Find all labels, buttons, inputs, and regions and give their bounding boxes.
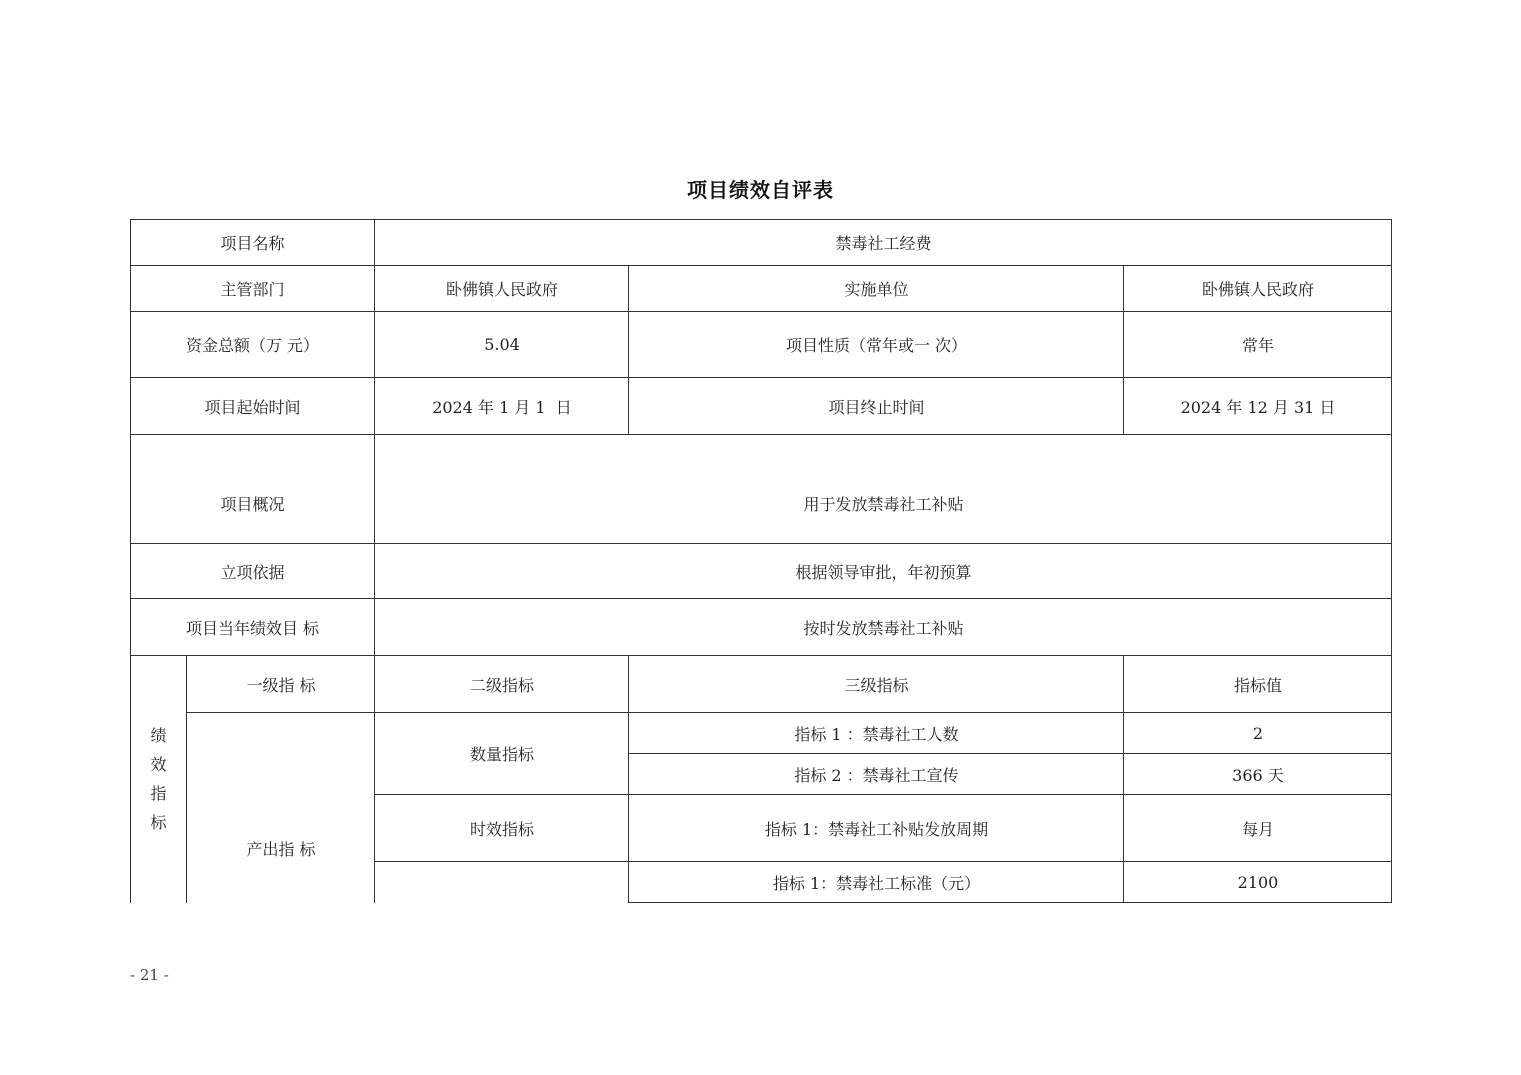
goal-label: 项目当年绩效目 标 [185, 618, 320, 638]
project-nature-label: 项目性质（常年或一 次） [785, 336, 968, 355]
header-level2: 二级指标 [469, 675, 534, 695]
indicator-value-3: 每月 [1241, 819, 1274, 839]
project-name-value: 禁毒社工经费 [835, 234, 932, 253]
department-label: 主管部门 [220, 280, 285, 299]
indicator-value-2: 366 天 [1232, 765, 1284, 785]
start-time-label: 项目起始时间 [204, 397, 301, 417]
goal-value: 按时发放禁毒社工补贴 [803, 618, 964, 638]
project-nature-value: 常年 [1241, 336, 1274, 355]
overview-label: 项目概况 [220, 494, 285, 514]
indicator-value-1: 2 [1252, 723, 1264, 743]
implementing-unit-label: 实施单位 [844, 280, 909, 299]
output-indicator-label: 产出指 标 [246, 840, 316, 859]
funding-value: 5.04 [484, 335, 520, 354]
header-level3: 三级指标 [844, 675, 909, 695]
basis-label: 立项依据 [220, 562, 285, 582]
page-number: - 21 - [130, 966, 169, 984]
timeliness-indicator-label: 时效指标 [469, 819, 534, 839]
header-value: 指标值 [1233, 675, 1282, 695]
indicator-group-text: 绩效指标 [150, 726, 167, 832]
start-time-value: 2024 年 1 月 1 日 [432, 397, 572, 417]
overview-value: 用于发放禁毒社工补贴 [803, 494, 964, 514]
indicator-group-label [130, 655, 187, 903]
implementing-unit-value: 卧佛镇人民政府 [1201, 280, 1314, 299]
indicator-name-2: 指标 2 ：禁毒社工宣传 [794, 765, 959, 785]
project-name-label: 项目名称 [220, 234, 285, 253]
funding-label: 资金总额（万 元） [185, 336, 320, 355]
indicator-name-4: 指标 1：禁毒社工标准（元） [772, 873, 981, 893]
basis-value: 根据领导审批，年初预算 [795, 562, 972, 582]
end-time-value: 2024 年 12 月 31 日 [1180, 397, 1336, 417]
indicator-value-4: 2100 [1237, 872, 1279, 892]
quantity-indicator-label: 数量指标 [469, 745, 534, 764]
header-level1: 一级指 标 [246, 675, 316, 695]
department-value: 卧佛镇人民政府 [445, 280, 558, 299]
indicator-name-3: 指标 1：禁毒社工补贴发放周期 [764, 819, 989, 839]
end-time-label: 项目终止时间 [828, 397, 925, 417]
indicator-name-1: 指标 1 ：禁毒社工人数 [794, 724, 959, 744]
performance-evaluation-table [130, 219, 1392, 903]
page-title: 项目绩效自评表 [687, 178, 834, 202]
